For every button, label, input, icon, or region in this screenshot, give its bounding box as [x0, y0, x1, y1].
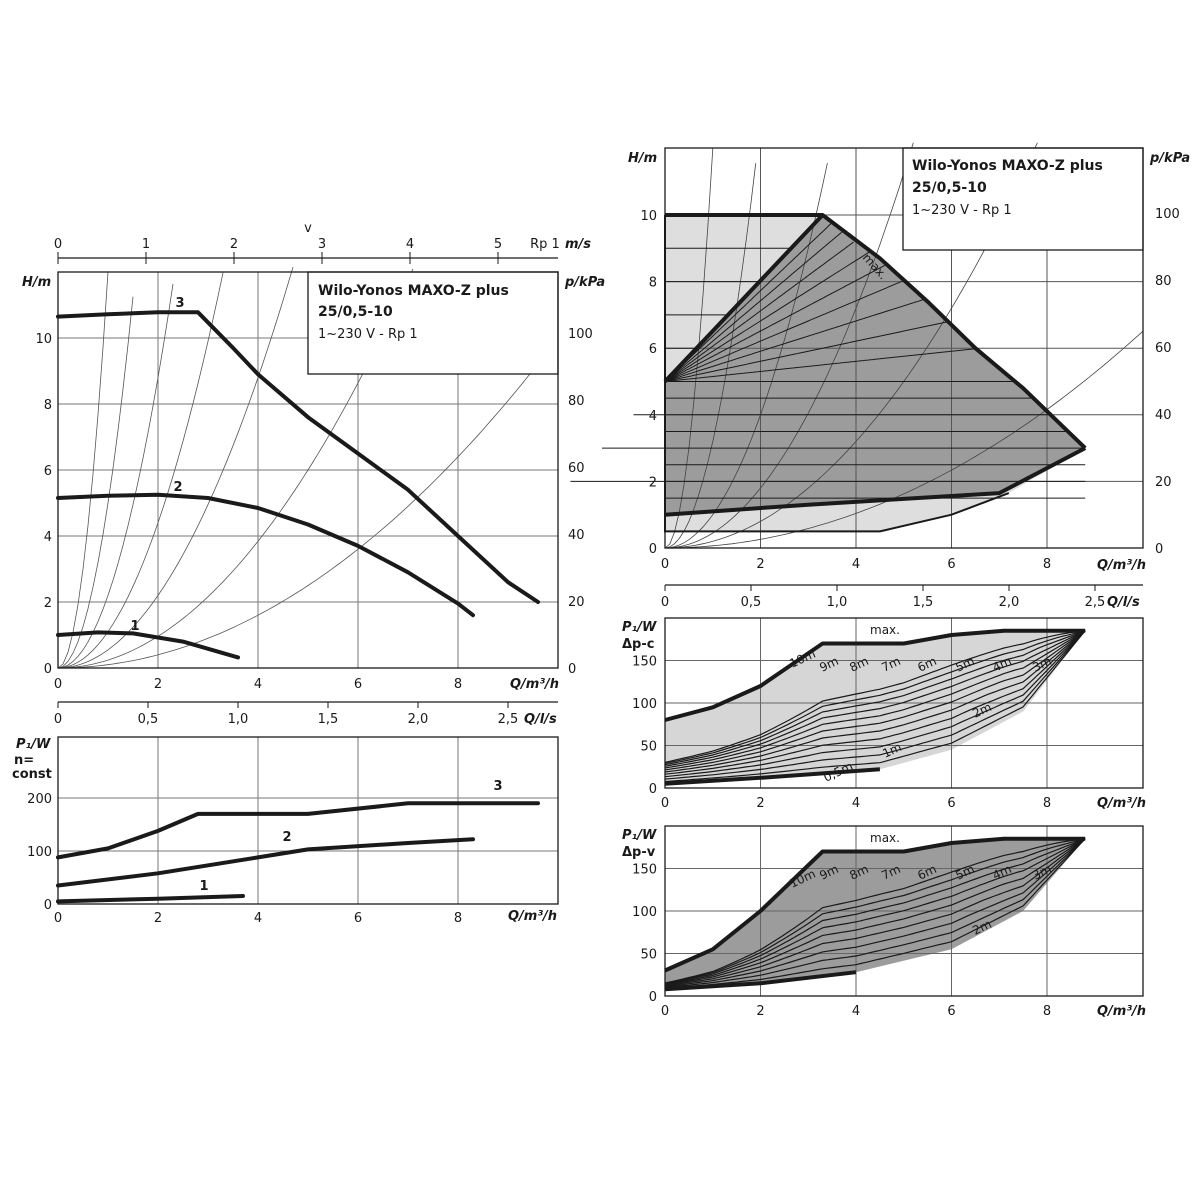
max-annotation: max. [859, 250, 891, 283]
x-tick-label: 4 [851, 796, 861, 811]
head-label: 8m [847, 653, 871, 675]
max-annotation: max. [870, 623, 900, 637]
head-label: 3m [1030, 653, 1054, 675]
head-label: 4m [990, 861, 1014, 883]
x-tick-label: 2 [756, 1004, 765, 1019]
x-tick-label: 8 [1042, 557, 1052, 572]
head-label: 10m [787, 866, 818, 891]
flow-ls-axis-label: Q/l/s [524, 712, 557, 727]
flow-ls-tick-label: 1,0 [227, 712, 249, 727]
head-label: 3m [1030, 861, 1054, 883]
y-axis-sub-label: n= [14, 753, 35, 768]
head-label: 5m [953, 653, 977, 675]
y2-tick-label: 20 [568, 595, 585, 610]
y-tick-label: 4 [648, 408, 657, 424]
x-axis-label: Q/m³/h [508, 909, 558, 924]
head-label: 9m [817, 861, 841, 883]
y2-tick-label: 60 [568, 461, 585, 476]
x-tick-label: 2 [756, 557, 765, 572]
y-tick-label: 2 [648, 475, 657, 491]
y2-axis-label: p/kPa [1150, 151, 1191, 166]
flow-ls-tick-label: 0 [53, 712, 63, 727]
velocity-tick-label: 4 [405, 237, 415, 252]
head-label: 0,5m [821, 759, 856, 785]
y-tick-label: 6 [648, 342, 657, 358]
right-power-chart-right-power-dpv [622, 826, 1146, 1019]
x-tick-label: 0 [53, 677, 63, 692]
x-tick-label: 8 [453, 677, 463, 692]
x-tick-label: 2 [756, 796, 765, 811]
grid [58, 737, 558, 904]
chart-note: 1~230 V - Rp 1 [318, 327, 418, 342]
x-tick-label: 4 [851, 557, 861, 572]
y-tick-label: 0 [648, 542, 657, 557]
x-tick-label: 0 [660, 796, 670, 811]
y-tick-label: 2 [43, 596, 52, 611]
pump-curve-1 [58, 632, 238, 657]
y-tick-label: 8 [43, 398, 52, 413]
y-tick-label: 100 [27, 845, 52, 860]
x-tick-label: 6 [947, 796, 956, 811]
y-tick-label: 50 [640, 947, 657, 963]
chart-subtitle: 25/0,5-10 [912, 180, 987, 196]
y-tick-label: 100 [632, 905, 657, 920]
head-label: 1m [880, 739, 904, 761]
x-tick-label: 0 [660, 557, 670, 572]
y-tick-label: 10 [640, 209, 657, 224]
y2-tick-label: 20 [1155, 475, 1172, 490]
flow-ls-tick-label: 2,0 [998, 595, 1020, 610]
y-tick-label: 0 [648, 782, 657, 797]
flow-ls-tick-label: 1,5 [912, 595, 934, 610]
y2-tick-label: 40 [1155, 408, 1172, 423]
curve-label-3: 3 [175, 296, 185, 311]
curve-label-3: 3 [493, 779, 503, 794]
velocity-tick-label: 2 [229, 237, 239, 252]
velocity-axis-label: v [304, 221, 312, 236]
right-power-chart-right-power-dpc [622, 618, 1146, 811]
x-tick-label: 4 [253, 677, 263, 692]
flow-ls-tick-label: 0,5 [137, 712, 159, 727]
y2-tick-label: 100 [568, 327, 593, 342]
head-label: 10m [787, 646, 818, 671]
power-curve-1 [58, 896, 243, 901]
y2-tick-label: 0 [1155, 542, 1164, 557]
max-annotation: max. [870, 831, 900, 845]
y-axis-label: P₁/W [622, 828, 657, 843]
curve-label-2: 2 [282, 830, 292, 845]
chart-title: Wilo-Yonos MAXO-Z plus [912, 158, 1103, 174]
y2-tick-label: 0 [568, 662, 577, 677]
velocity-tick-label: 3 [317, 237, 327, 252]
y-tick-label: 0 [43, 898, 52, 913]
left-power-chart [12, 737, 558, 926]
left-head-chart [22, 221, 605, 727]
head-label: 9m [817, 653, 841, 675]
flow-ls-tick-label: 2,0 [407, 712, 429, 727]
y2-tick-label: 40 [568, 528, 585, 543]
flow-ls-axis-label: Q/l/s [1107, 595, 1140, 610]
y-tick-label: 4 [43, 530, 52, 545]
chart-subtitle: 25/0,5-10 [318, 304, 393, 320]
y-axis-sub-label: const [12, 767, 52, 782]
velocity-axis [54, 221, 591, 264]
x-tick-label: 8 [453, 911, 463, 926]
power-curves [58, 803, 538, 901]
flow-ls-tick-label: 2,5 [1084, 595, 1106, 610]
x-tick-label: 6 [353, 911, 363, 926]
velocity-tick-label: 0 [53, 237, 63, 252]
x-tick-label: 4 [851, 1004, 861, 1019]
curve-label-1: 1 [199, 879, 209, 894]
y-tick-label: 10 [35, 332, 52, 347]
y2-tick-label: 80 [1155, 274, 1172, 289]
flow-ls-axis [661, 585, 1143, 610]
y-tick-label: 6 [43, 464, 52, 479]
x-tick-label: 6 [947, 557, 956, 572]
flow-ls-tick-label: 2,5 [497, 712, 519, 727]
curve-label-2: 2 [173, 480, 183, 495]
y-axis-label: H/m [22, 275, 52, 290]
x-axis-label: Q/m³/h [1097, 796, 1147, 811]
velocity-tick-label: 5 [493, 237, 503, 252]
x-tick-label: 6 [353, 677, 363, 692]
x-tick-label: 2 [153, 677, 163, 692]
y-axis-label: P₁/W [622, 620, 657, 635]
y2-tick-label: 100 [1155, 207, 1180, 222]
curve-label-1: 1 [130, 619, 140, 634]
x-tick-label: 0 [660, 1004, 670, 1019]
head-label: 8m [847, 861, 871, 883]
x-tick-label: 0 [53, 911, 63, 926]
title-box [308, 272, 558, 374]
x-tick-label: 2 [153, 911, 163, 926]
x-tick-label: 8 [1042, 796, 1052, 811]
y2-tick-label: 60 [1155, 341, 1172, 356]
y-tick-label: 8 [648, 275, 657, 291]
y2-axis-label: p/kPa [565, 275, 606, 290]
y-axis-sub-label: Δp-c [622, 637, 655, 652]
x-tick-label: 6 [947, 1004, 956, 1019]
right-head-chart [570, 143, 1190, 610]
head-label: 7m [879, 653, 903, 675]
x-axis-label: Q/m³/h [510, 677, 560, 692]
head-label: 2m [970, 699, 994, 721]
chart-title: Wilo-Yonos MAXO-Z plus [318, 283, 509, 299]
flow-ls-tick-label: 0,5 [740, 595, 762, 610]
head-label: 6m [915, 653, 939, 675]
flow-ls-tick-label: 0 [660, 595, 670, 610]
y-tick-label: 0 [648, 990, 657, 1005]
y-axis-sub-label: Δp-v [622, 845, 656, 860]
plot-frame [58, 737, 558, 904]
head-label: 5m [953, 861, 977, 883]
velocity-unit-label: m/s [564, 237, 592, 252]
head-label: 2m [970, 916, 994, 938]
y2-tick-label: 80 [568, 394, 585, 409]
system-curve [58, 284, 173, 668]
flow-ls-axis [54, 702, 558, 727]
x-axis-label: Q/m³/h [1097, 558, 1147, 573]
y-axis-label: H/m [628, 151, 658, 166]
pipe-size-label: Rp 1 [530, 237, 560, 252]
y-tick-label: 0 [43, 662, 52, 677]
x-tick-label: 8 [1042, 1004, 1052, 1019]
chart-note: 1~230 V - Rp 1 [912, 203, 1012, 218]
y-tick-label: 50 [640, 739, 657, 755]
x-axis-label: Q/m³/h [1097, 1004, 1147, 1019]
system-curve [58, 297, 133, 668]
y-tick-label: 150 [632, 862, 657, 878]
y-tick-label: 100 [632, 697, 657, 712]
head-label: 4m [990, 653, 1014, 675]
x-tick-label: 4 [253, 911, 263, 926]
y-tick-label: 200 [27, 792, 52, 807]
flow-ls-tick-label: 1,5 [317, 712, 339, 727]
head-label: 6m [915, 861, 939, 883]
flow-ls-tick-label: 1,0 [826, 595, 848, 610]
title-box [903, 148, 1143, 250]
velocity-tick-label: 1 [141, 237, 151, 252]
y-axis-label: P₁/W [16, 737, 51, 752]
head-label: 7m [879, 861, 903, 883]
y-tick-label: 150 [632, 654, 657, 670]
